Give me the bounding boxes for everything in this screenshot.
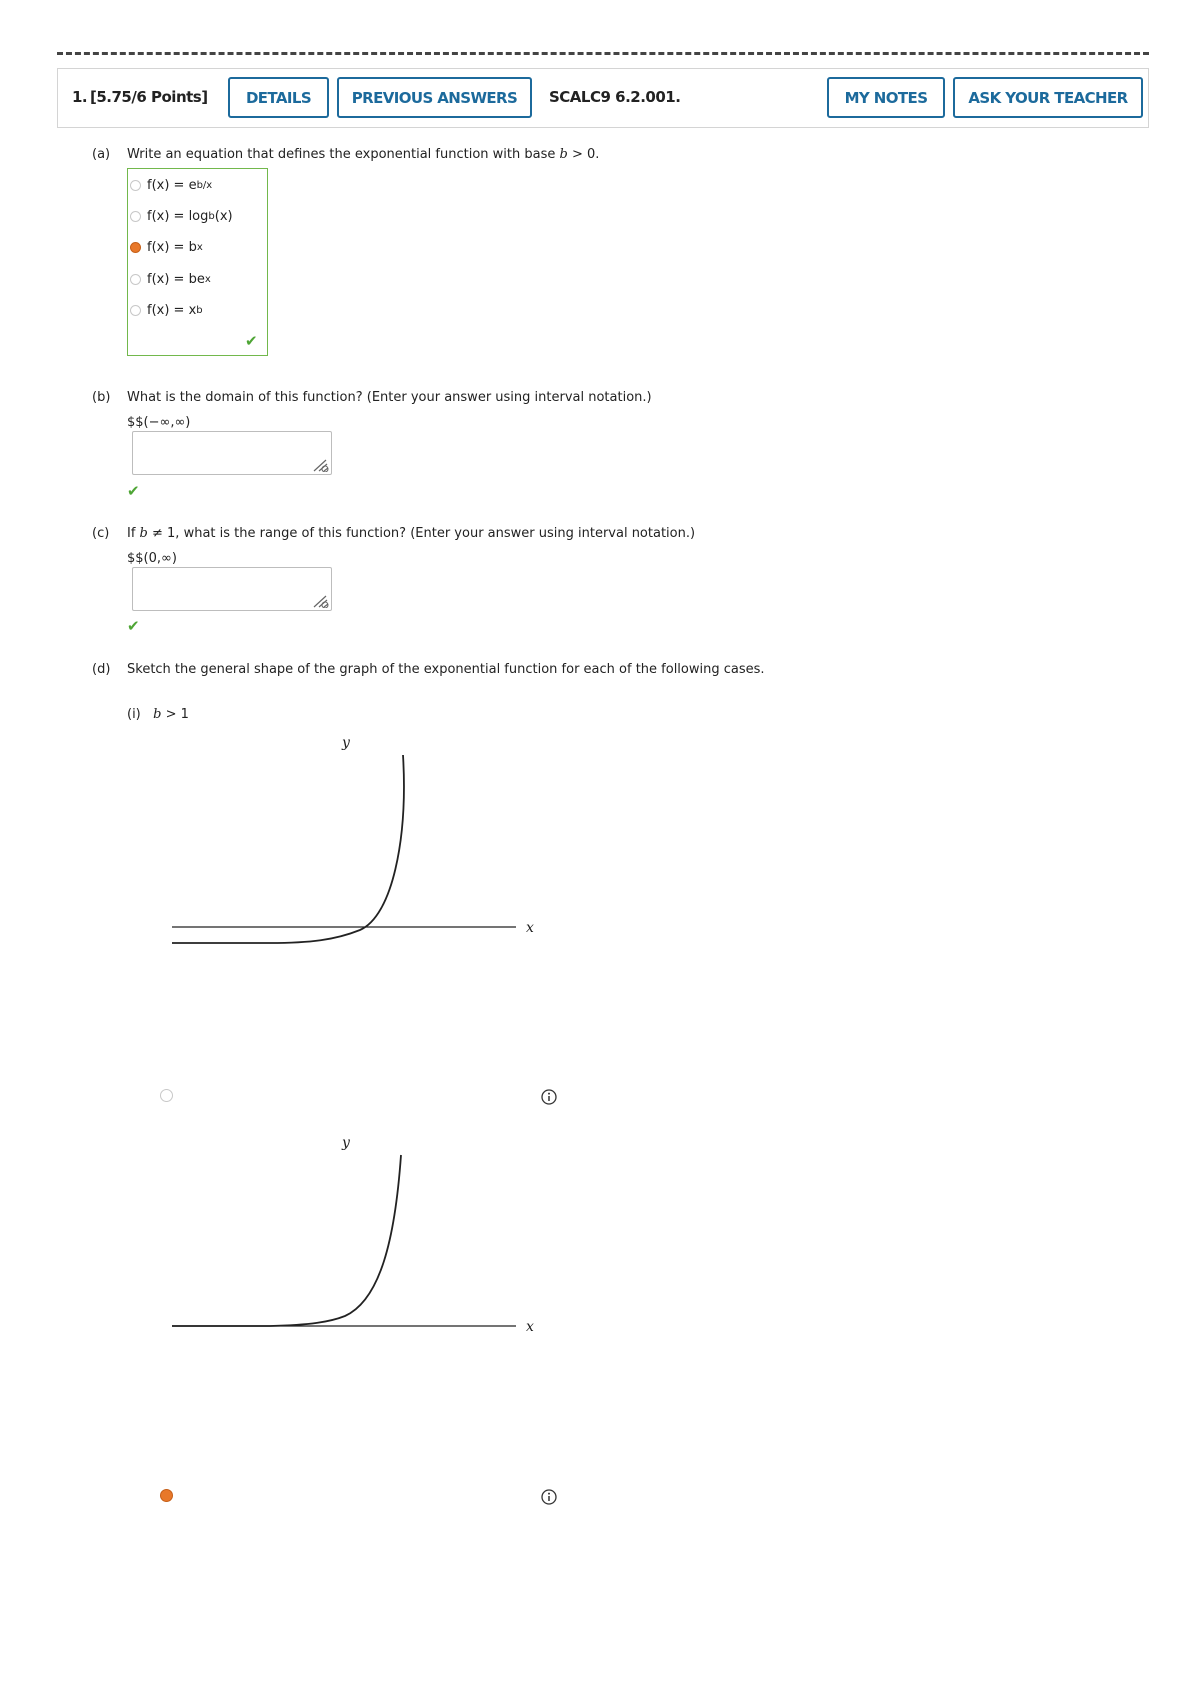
question-number: 1. bbox=[72, 88, 88, 106]
radio-button[interactable] bbox=[130, 180, 141, 191]
exponential-curve bbox=[172, 755, 404, 943]
previous-answers-button[interactable]: PREVIOUS ANSWERS bbox=[337, 77, 532, 118]
radio-button[interactable] bbox=[130, 305, 141, 316]
part-b-answer-input[interactable] bbox=[132, 431, 332, 475]
radio-button-selected[interactable] bbox=[130, 242, 141, 253]
part-d-prompt: Sketch the general shape of the graph of the exponential function for each of the following cases. bbox=[127, 662, 765, 677]
choice-b-to-x[interactable]: f(x) = b x bbox=[130, 240, 203, 255]
graph-2-radio-selected[interactable] bbox=[160, 1489, 173, 1502]
part-a-label: (a) bbox=[92, 147, 111, 162]
part-b-prompt: What is the domain of this function? (Enter your answer using interval notation.) bbox=[127, 390, 652, 405]
details-button[interactable]: DETAILS bbox=[228, 77, 329, 118]
part-d-label: (d) bbox=[92, 662, 111, 677]
part-d-case: (i) b > 1 bbox=[127, 707, 189, 722]
graph-1-radio[interactable] bbox=[160, 1089, 173, 1102]
part-a-prompt: Write an equation that defines the exponential function with base b > 0. bbox=[127, 147, 600, 162]
part-b-answer: $$(−∞,∞) bbox=[127, 415, 191, 430]
graph-option-2 bbox=[160, 1130, 560, 1350]
part-c-label: (c) bbox=[92, 526, 110, 541]
part-c-answer-input[interactable] bbox=[132, 567, 332, 611]
x-axis-label: x bbox=[526, 1319, 534, 1335]
choice-e-b-over-x[interactable]: f(x) = e b/x bbox=[130, 178, 212, 193]
ask-teacher-button[interactable]: ASK YOUR TEACHER bbox=[953, 77, 1143, 118]
part-c-answer: $$(0,∞) bbox=[127, 551, 177, 566]
my-notes-button[interactable]: MY NOTES bbox=[827, 77, 945, 118]
resize-grip-icon[interactable] bbox=[313, 458, 329, 472]
dashed-divider bbox=[57, 52, 1149, 55]
correct-check-icon: ✔ bbox=[127, 482, 140, 500]
correct-check-icon: ✔ bbox=[245, 332, 258, 350]
correct-check-icon: ✔ bbox=[127, 617, 140, 635]
part-b-label: (b) bbox=[92, 390, 111, 405]
choice-x-to-b[interactable]: f(x) = x b bbox=[130, 303, 203, 318]
radio-button[interactable] bbox=[130, 211, 141, 222]
question-code: SCALC9 6.2.001. bbox=[549, 88, 681, 106]
y-axis-label: y bbox=[342, 735, 350, 751]
exponential-curve bbox=[172, 1155, 401, 1326]
part-a-choices bbox=[127, 168, 268, 356]
info-icon[interactable] bbox=[540, 1088, 558, 1106]
resize-grip-icon[interactable] bbox=[313, 594, 329, 608]
choice-b-e-to-x[interactable]: f(x) = be x bbox=[130, 272, 211, 287]
question-points: [5.75/6 Points] bbox=[90, 88, 208, 106]
info-icon[interactable] bbox=[540, 1488, 558, 1506]
part-c-prompt: If b ≠ 1, what is the range of this function? (Enter your answer using interval notation.) bbox=[127, 526, 696, 541]
radio-button[interactable] bbox=[130, 274, 141, 285]
graph-option-1 bbox=[160, 730, 560, 950]
choice-log-b-x[interactable]: f(x) = log b (x) bbox=[130, 209, 233, 224]
y-axis-label: y bbox=[342, 1135, 350, 1151]
x-axis-label: x bbox=[526, 920, 534, 936]
